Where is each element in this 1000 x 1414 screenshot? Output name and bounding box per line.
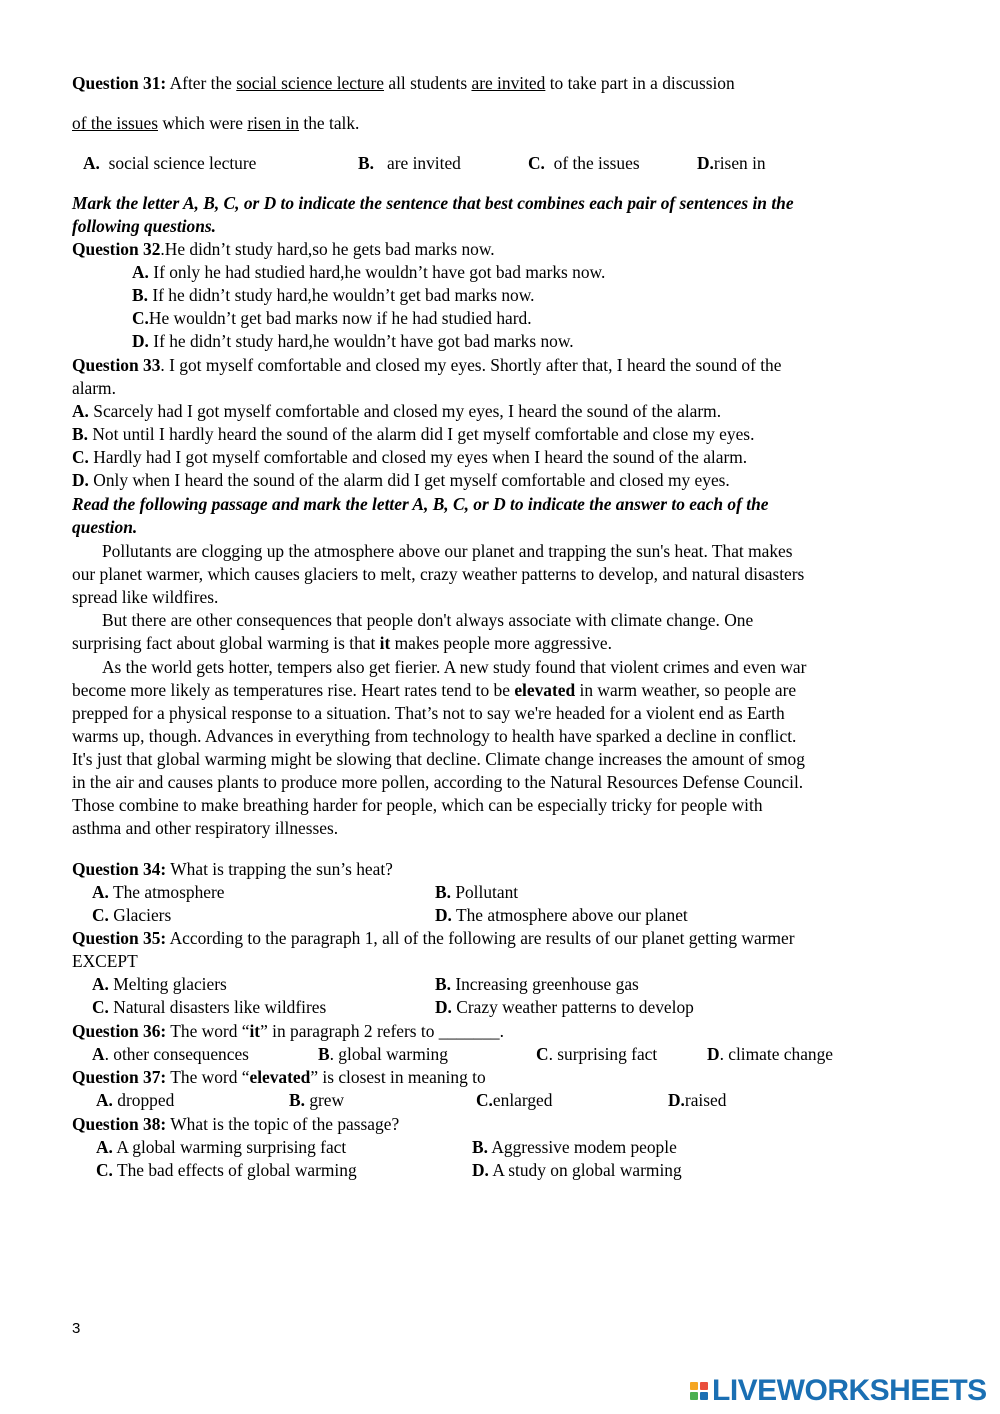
q33-stem-line2: alarm. (72, 378, 116, 398)
q31-option-a[interactable]: A. social science lecture (83, 153, 257, 173)
q36-option-a[interactable]: A. other consequences (92, 1044, 249, 1064)
q38-stem: Question 38: What is the topic of the passage? (72, 1114, 400, 1134)
q32-option-d[interactable]: D. If he didn’t study hard,he wouldn’t have got bad marks now. (132, 331, 574, 351)
q32-option-b[interactable]: B. If he didn’t study hard,he wouldn’t get bad marks now. (132, 285, 535, 305)
q34-option-d[interactable]: D. The atmosphere above our planet (435, 905, 688, 925)
q35-stem-line2: EXCEPT (72, 951, 138, 971)
q36-stem: Question 36: The word “it” in paragraph 2 refers to _______. (72, 1021, 504, 1041)
passage-p2-line2: surprising fact about global warming is that it makes people more aggressive. (72, 633, 612, 653)
passage-p3-line5: It's just that global warming might be slowing that decline. Climate change increases the amount of smog (72, 749, 805, 769)
logo-square-2 (700, 1382, 708, 1390)
passage-keyword-elevated: elevated (514, 680, 576, 700)
passage-p1-line2: our planet warmer, which causes glaciers to melt, crazy weather patterns to develop, and natural disasters (72, 564, 805, 584)
q31-option-c[interactable]: C. of the issues (528, 153, 640, 173)
q36-option-b[interactable]: B. global warming (318, 1044, 448, 1064)
q33-stem-line1: Question 33. I got myself comfortable and closed my eyes. Shortly after that, I heard the sound of the (72, 355, 782, 375)
q37-option-c[interactable]: C.enlarged (476, 1090, 553, 1110)
q34-option-a[interactable]: A. The atmosphere (92, 882, 225, 902)
passage-keyword-it: it (379, 633, 391, 653)
q37-option-b[interactable]: B. grew (289, 1090, 345, 1110)
q36-keyword: it (249, 1021, 261, 1041)
logo-square-1 (690, 1382, 698, 1390)
q36-label: Question 36: (72, 1021, 167, 1041)
passage-p3-line1: As the world gets hotter, tempers also get fierier. A new study found that violent crimes and even war (102, 657, 807, 677)
passage-p3-line3: prepped for a physical response to a situation. That’s not to say we're headed for a violent end as Earth (72, 703, 785, 723)
q38-option-d[interactable]: D. A study on global warming (472, 1160, 682, 1180)
q34-label: Question 34: (72, 859, 167, 879)
passage-p2-line1: But there are other consequences that people don't always associate with climate change. One (102, 610, 754, 630)
q34-option-c[interactable]: C. Glaciers (92, 905, 172, 925)
passage-p3-line7: Those combine to make breathing harder for people, which can be especially tricky for people with (72, 795, 763, 815)
q37-label: Question 37: (72, 1067, 167, 1087)
q32-label: Question 32 (72, 239, 161, 259)
q34-option-b[interactable]: B. Pollutant (435, 882, 519, 902)
q32-stem: Question 32.He didn’t study hard,so he gets bad marks now. (72, 239, 495, 259)
q31-underline-d: risen in (247, 113, 300, 133)
q32-option-c[interactable]: C.He wouldn’t get bad marks now if he had studied hard. (132, 308, 532, 328)
liveworksheets-logo[interactable] (690, 1374, 987, 1408)
q35-option-a[interactable]: A. Melting glaciers (92, 974, 227, 994)
instruction-combine-line1: Mark the letter A, B, C, or D to indicate the sentence that best combines each pair of sentences in the (72, 193, 794, 213)
q31-underline-c: of the issues (72, 113, 158, 133)
liveworksheets-logo-icon (690, 1382, 708, 1400)
passage-p1-line1: Pollutants are clogging up the atmosphere above our planet and trapping the sun's heat. That makes (102, 541, 793, 561)
q37-keyword: elevated (249, 1067, 311, 1087)
passage-p1-line3: spread like wildfires. (72, 587, 219, 607)
q38-option-b[interactable]: B. Aggressive modem people (472, 1137, 677, 1157)
q35-label: Question 35: (72, 928, 167, 948)
q31-underline-b: are invited (471, 73, 546, 93)
q31-option-d[interactable]: D.risen in (697, 153, 766, 173)
q36-option-d[interactable]: D. climate change (707, 1044, 834, 1064)
q33-label: Question 33 (72, 355, 161, 375)
q37-option-d[interactable]: D.raised (668, 1090, 727, 1110)
q38-option-c[interactable]: C. The bad effects of global warming (96, 1160, 357, 1180)
logo-square-4 (700, 1392, 708, 1400)
passage-p3-line2: become more likely as temperatures rise. Heart rates tend to be elevated in warm weather, so people are (72, 680, 797, 700)
q35-option-d[interactable]: D. Crazy weather patterns to develop (435, 997, 694, 1017)
q37-stem: Question 37: The word “elevated” is closest in meaning to (72, 1067, 486, 1087)
q31-underline-a: social science lecture (236, 73, 385, 93)
page-number: 3 (72, 1320, 81, 1337)
q35-option-b[interactable]: B. Increasing greenhouse gas (435, 974, 639, 994)
q31-option-b[interactable]: B. are invited (358, 153, 461, 173)
q34-stem: Question 34: What is trapping the sun’s heat? (72, 859, 393, 879)
q35-stem-line1: Question 35: According to the paragraph 1, all of the following are results of our planet getting warmer (72, 928, 795, 948)
q38-option-a[interactable]: A. A global warming surprising fact (96, 1137, 347, 1157)
q38-label: Question 38: (72, 1114, 167, 1134)
q33-option-a[interactable]: A. Scarcely had I got myself comfortable and closed my eyes, I heard the sound of the alarm. (72, 401, 722, 421)
instruction-combine-line2: following questions. (72, 216, 216, 236)
q37-option-a[interactable]: A. dropped (96, 1090, 175, 1110)
q31-line1: Question 31: After the social science lecture all students are invited to take part in a discussion (72, 73, 735, 93)
q31-line2: of the issues which were risen in the talk. (72, 113, 360, 133)
liveworksheets-logo-text: LIVEWORKSHEETS (712, 1374, 987, 1407)
q32-option-a[interactable]: A. If only he had studied hard,he wouldn’t have got bad marks now. (132, 262, 606, 282)
passage-p3-line8: asthma and other respiratory illnesses. (72, 818, 339, 838)
q35-option-c[interactable]: C. Natural disasters like wildfires (92, 997, 327, 1017)
q33-option-c[interactable]: C. Hardly had I got myself comfortable and closed my eyes when I heard the sound of the alarm. (72, 447, 748, 467)
passage-p3-line4: warms up, though. Advances in everything from technology to health have sparked a decline in conflict. (72, 726, 797, 746)
q31-label: Question 31: (72, 73, 167, 93)
q33-option-d[interactable]: D. Only when I heard the sound of the alarm did I get myself comfortable and closed my eyes. (72, 470, 730, 490)
instruction-passage-line1: Read the following passage and mark the letter A, B, C, or D to indicate the answer to each of the (72, 494, 769, 514)
logo-square-3 (690, 1392, 698, 1400)
q33-option-b[interactable]: B. Not until I hardly heard the sound of the alarm did I get myself comfortable and close my eyes. (72, 424, 755, 444)
instruction-passage-line2: question. (72, 517, 138, 537)
passage-p3-line6: in the air and causes plants to produce more pollen, according to the Natural Resources Defense Council. (72, 772, 804, 792)
q36-option-c[interactable]: C. surprising fact (536, 1044, 658, 1064)
